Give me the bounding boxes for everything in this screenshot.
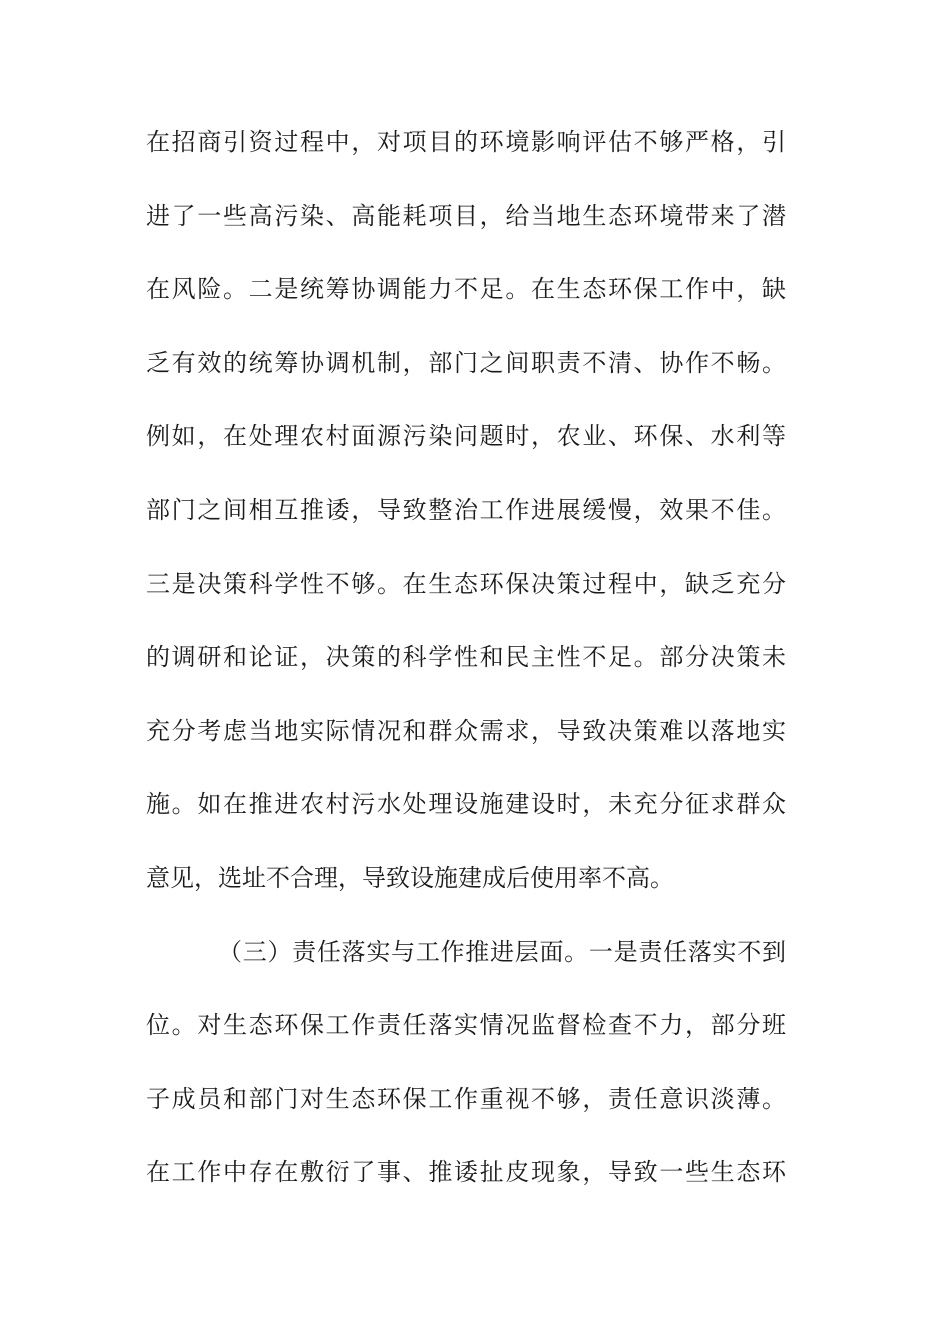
text-line: 进了一些高污染、高能耗项目，给当地生态环境带来了潜 — [146, 201, 786, 230]
text-line: 位。对生态环保工作责任落实情况监督检查不力，部分班 — [146, 1011, 786, 1040]
paragraph-end-line: 意见，选址不合理，导致设施建成后使用率不高。 — [146, 863, 674, 892]
text-line: 三是决策科学性不够。在生态环保决策过程中，缺乏充分 — [146, 569, 786, 598]
text-line: 例如，在处理农村面源污染问题时，农业、环保、水利等 — [146, 422, 786, 451]
text-line: 施。如在推进农村污水处理设施建设时，未充分征求群众 — [146, 790, 786, 819]
body-text — [146, 118, 786, 1222]
text-line: 乏有效的统筹协调机制，部门之间职责不清、协作不畅。 — [146, 348, 786, 377]
text-line: 子成员和部门对生态环保工作重视不够，责任意识淡薄。 — [146, 1084, 786, 1113]
text-line: 在招商引资过程中，对项目的环境影响评估不够严格，引 — [146, 128, 786, 156]
text-line: 在工作中存在敷衍了事、推诿扯皮现象，导致一些生态环 — [146, 1158, 786, 1187]
text-line: 部门之间相互推诿，导致整治工作进展缓慢，效果不佳。 — [146, 495, 786, 524]
text-line: 的调研和论证，决策的科学性和民主性不足。部分决策未 — [146, 643, 786, 672]
section-heading-line: （三）责任落实与工作推进层面。一是责任落实不到 — [218, 937, 786, 966]
text-line: 在风险。二是统筹协调能力不足。在生态环保工作中，缺 — [146, 275, 786, 304]
text-line: 充分考虑当地实际情况和群众需求，导致决策难以落地实 — [146, 716, 786, 745]
